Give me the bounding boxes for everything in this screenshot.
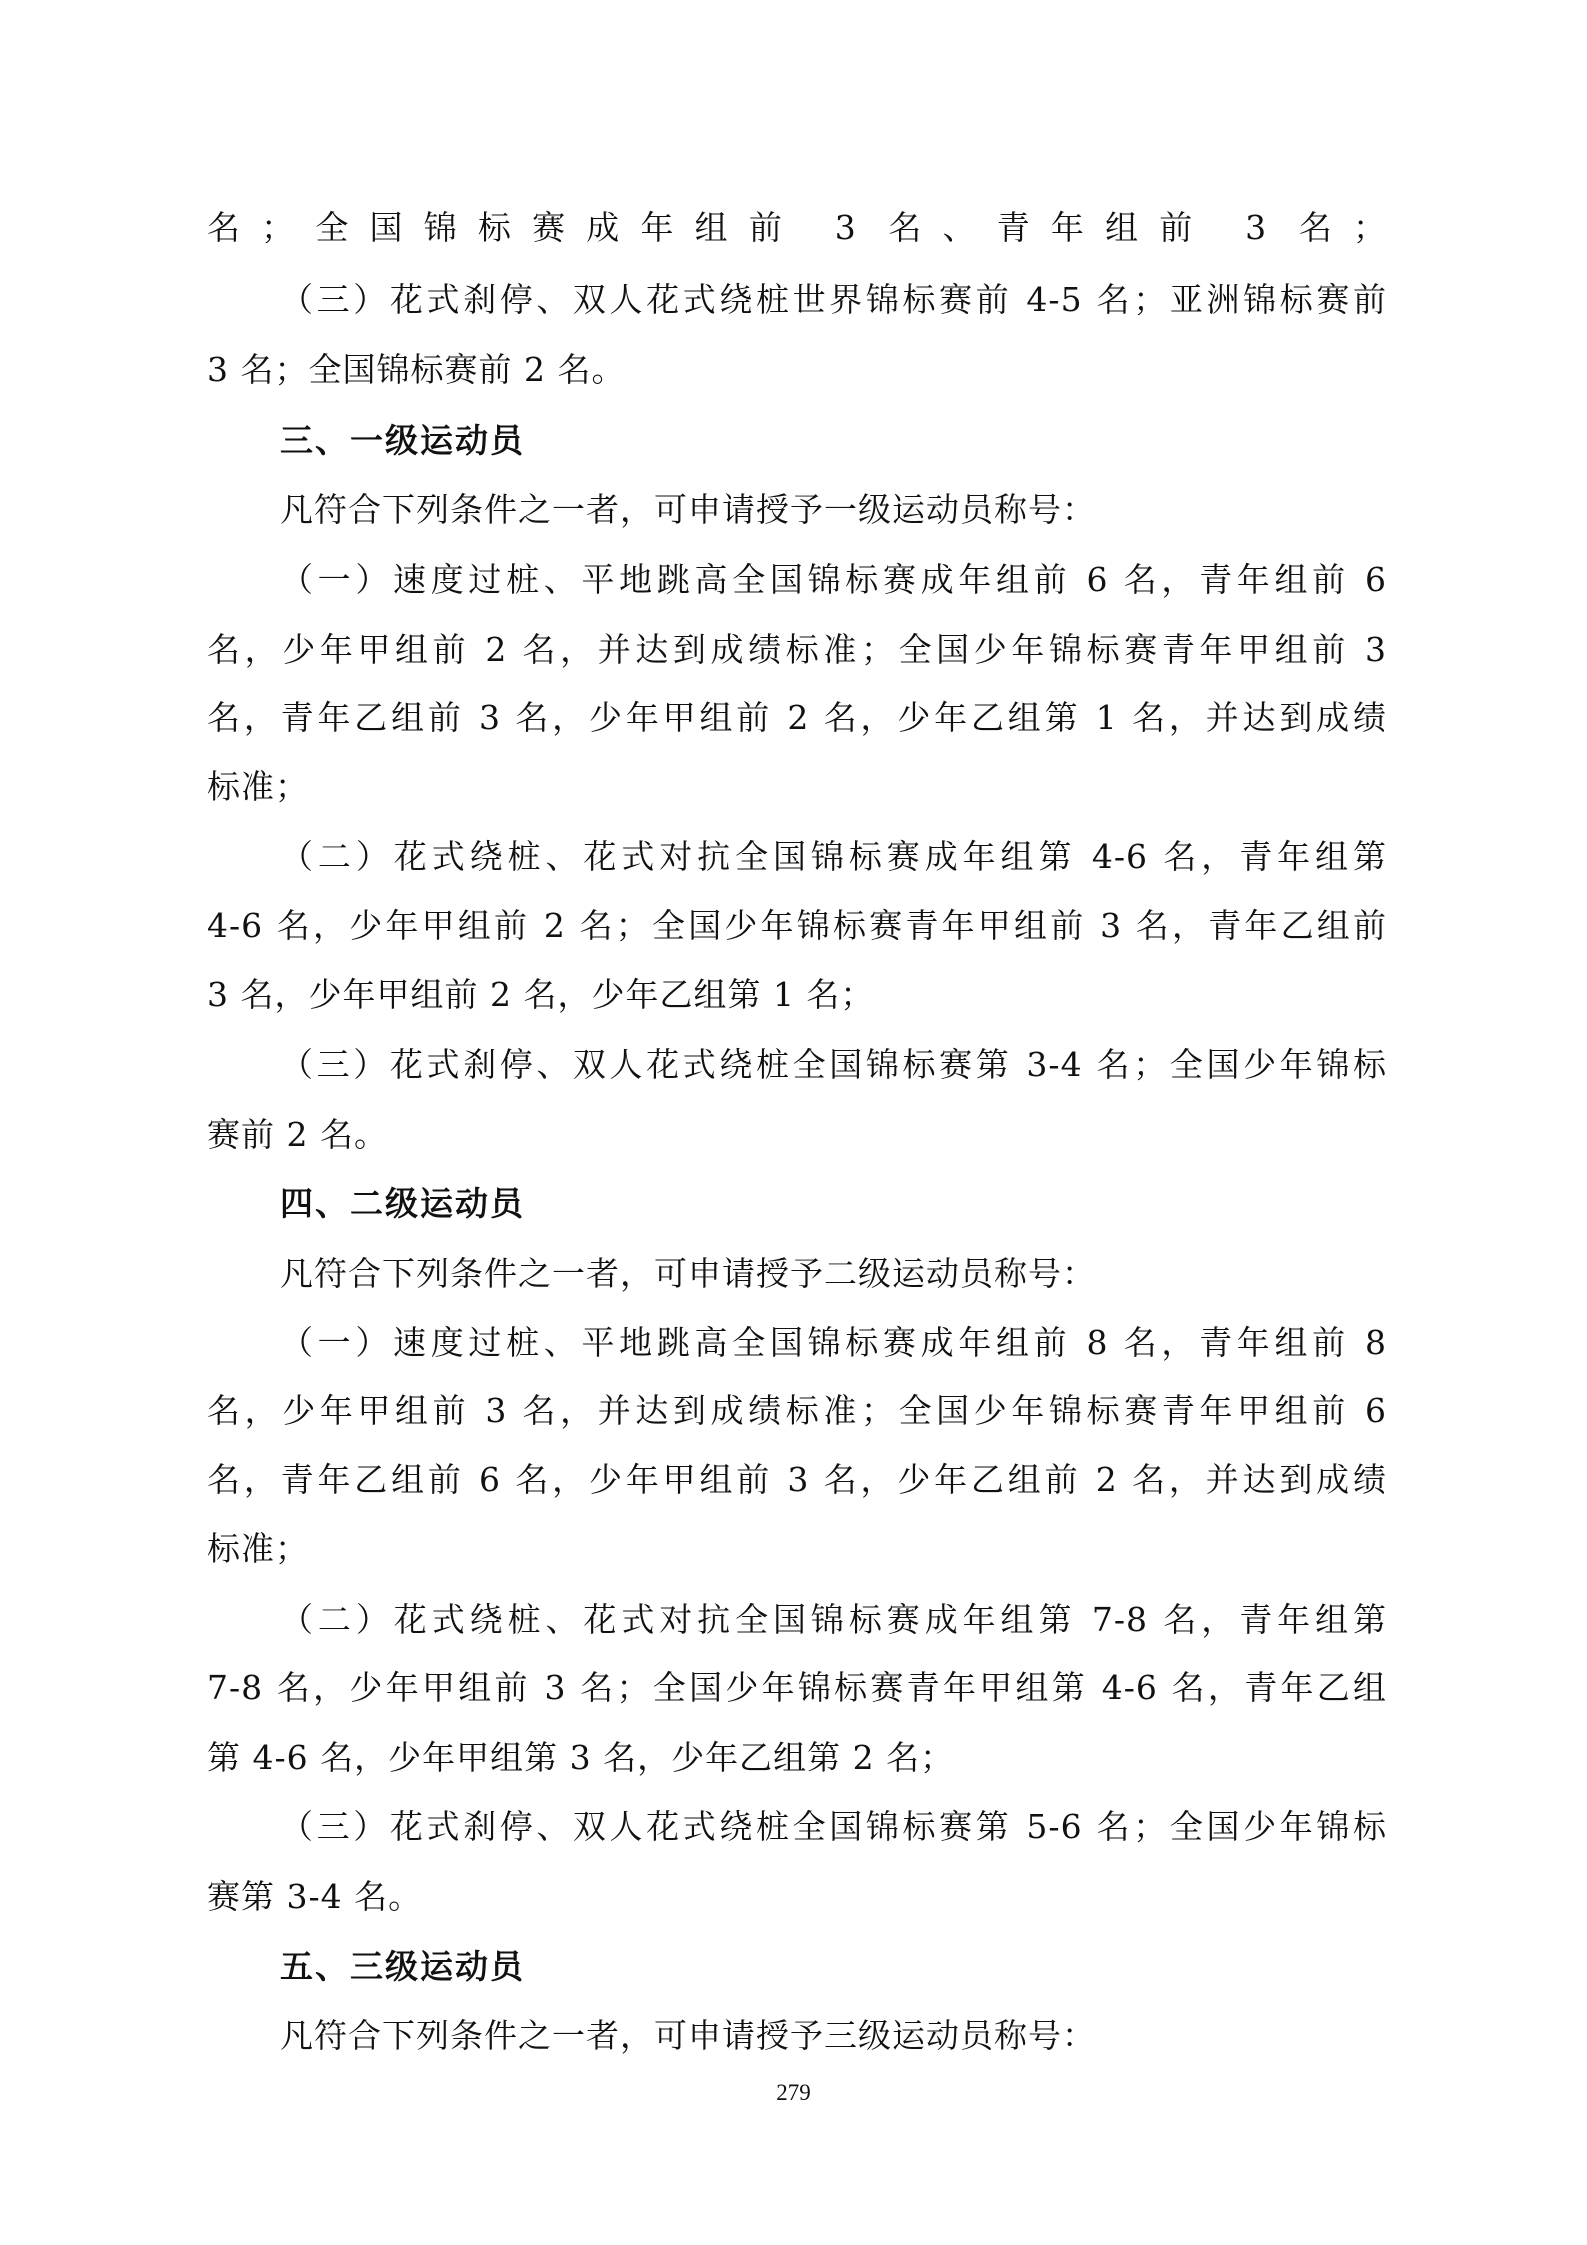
paragraph-line: 赛前 2 名。 xyxy=(207,1115,388,1154)
paragraph-line: 4-6 名，少年甲组前 2 名；全国少年锦标赛青年甲组前 3 名，青年乙组前 xyxy=(207,906,1387,945)
paragraph-line: （二）花式绕桩、花式对抗全国锦标赛成年组第 4-6 名，青年组第 xyxy=(280,837,1387,876)
paragraph-line: （一）速度过桩、平地跳高全国锦标赛成年组前 6 名，青年组前 6 xyxy=(280,560,1387,599)
section-heading-level-3: 五、三级运动员 xyxy=(280,1947,525,1986)
paragraph-line: 名，青年乙组前 6 名，少年甲组前 3 名，少年乙组前 2 名，并达到成绩 xyxy=(207,1460,1387,1499)
paragraph-line: 凡符合下列条件之一者，可申请授予二级运动员称号： xyxy=(280,1254,1096,1293)
paragraph-line: 名，青年乙组前 3 名，少年甲组前 2 名，少年乙组第 1 名，并达到成绩 xyxy=(207,698,1387,737)
paragraph-line: 标准； xyxy=(207,767,309,806)
paragraph-line: （三）花式刹停、双人花式绕桩全国锦标赛第 5-6 名；全国少年锦标 xyxy=(280,1807,1387,1846)
paragraph-line: 名，少年甲组前 2 名，并达到成绩标准；全国少年锦标赛青年甲组前 3 xyxy=(207,630,1387,669)
paragraph-line: 第 4-6 名，少年甲组第 3 名，少年乙组第 2 名； xyxy=(207,1738,955,1777)
paragraph-line: （三）花式刹停、双人花式绕桩全国锦标赛第 3-4 名；全国少年锦标 xyxy=(280,1045,1387,1084)
section-heading-level-2: 四、二级运动员 xyxy=(280,1184,525,1223)
paragraph-line: 凡符合下列条件之一者，可申请授予一级运动员称号： xyxy=(280,490,1096,529)
section-heading-level-1: 三、一级运动员 xyxy=(280,421,525,460)
paragraph-line: 赛第 3-4 名。 xyxy=(207,1877,423,1916)
paragraph-line: 凡符合下列条件之一者，可申请授予三级运动员称号： xyxy=(280,2016,1096,2055)
page-number: 279 xyxy=(776,2080,811,2105)
paragraph-line: 3 名；全国锦标赛前 2 名。 xyxy=(207,350,626,389)
paragraph-line: 7-8 名，少年甲组前 3 名；全国少年锦标赛青年甲组第 4-6 名，青年乙组 xyxy=(207,1668,1387,1707)
paragraph-line: 标准； xyxy=(207,1529,309,1568)
paragraph-line: 3 名，少年甲组前 2 名，少年乙组第 1 名； xyxy=(207,975,875,1014)
paragraph-line: （二）花式绕桩、花式对抗全国锦标赛成年组第 7-8 名，青年组第 xyxy=(280,1600,1387,1639)
paragraph-line: （一）速度过桩、平地跳高全国锦标赛成年组前 8 名，青年组前 8 xyxy=(280,1323,1387,1362)
paragraph-line: 名；全国锦标赛成年组前 3 名、青年组前 3 名； xyxy=(207,208,1387,247)
paragraph-line: （三）花式刹停、双人花式绕桩世界锦标赛前 4-5 名；亚洲锦标赛前 xyxy=(280,280,1387,319)
paragraph-line: 名，少年甲组前 3 名，并达到成绩标准；全国少年锦标赛青年甲组前 6 xyxy=(207,1391,1387,1430)
